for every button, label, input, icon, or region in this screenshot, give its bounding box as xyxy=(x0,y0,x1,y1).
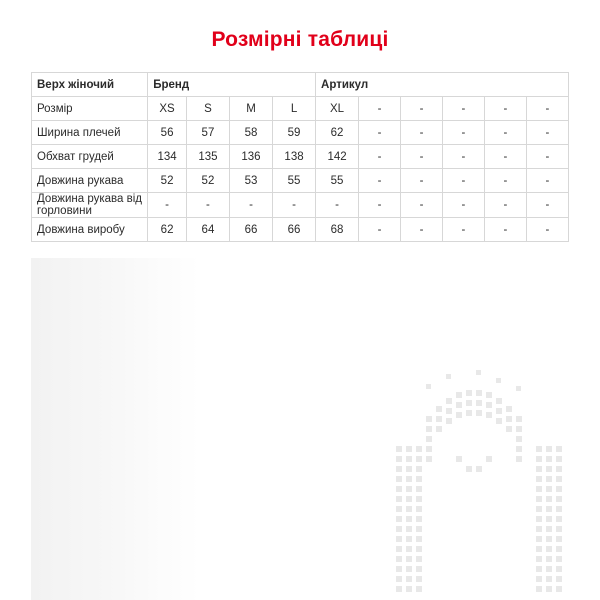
cell-value: L xyxy=(273,97,316,121)
table-row xyxy=(32,169,569,193)
embroidery-ornament-icon xyxy=(382,360,582,600)
row-label: Ширина плечей xyxy=(32,121,148,145)
cell-value: - xyxy=(526,193,568,218)
cell-value: - xyxy=(484,169,526,193)
cell-value: - xyxy=(359,145,401,169)
table-header-row xyxy=(32,73,569,97)
header-category: Верх жіночий xyxy=(32,73,148,97)
cell-value: - xyxy=(484,97,526,121)
figure-background xyxy=(31,258,199,600)
cell-value: 55 xyxy=(273,169,316,193)
cell-value: - xyxy=(442,97,484,121)
cell-value: - xyxy=(401,97,443,121)
cell-value: - xyxy=(359,218,401,242)
cell-value: 142 xyxy=(316,145,359,169)
cell-value: 66 xyxy=(273,218,316,242)
cell-value: 62 xyxy=(148,218,187,242)
cell-value: - xyxy=(484,121,526,145)
cell-value: 68 xyxy=(316,218,359,242)
cell-value: - xyxy=(229,193,272,218)
cell-value: 52 xyxy=(148,169,187,193)
cell-value: - xyxy=(401,169,443,193)
cell-value: - xyxy=(316,193,359,218)
cell-value: - xyxy=(359,97,401,121)
cell-value: M xyxy=(229,97,272,121)
cell-value: - xyxy=(484,145,526,169)
cell-value: - xyxy=(359,193,401,218)
cell-value: 66 xyxy=(229,218,272,242)
cell-value: S xyxy=(186,97,229,121)
cell-value: - xyxy=(484,218,526,242)
cell-value: - xyxy=(526,97,568,121)
cell-value: 138 xyxy=(273,145,316,169)
page-title: Розмірні таблиці xyxy=(211,28,389,51)
cell-value: 55 xyxy=(316,169,359,193)
cell-value: - xyxy=(401,121,443,145)
cell-value: - xyxy=(484,193,526,218)
row-label: Довжина рукава xyxy=(32,169,148,193)
cell-value: - xyxy=(442,145,484,169)
cell-value: 52 xyxy=(186,169,229,193)
mannequin-figure xyxy=(31,258,231,600)
cell-value: - xyxy=(526,121,568,145)
cell-value: - xyxy=(148,193,187,218)
header-brand: Бренд xyxy=(148,73,316,97)
row-label: Розмір xyxy=(32,97,148,121)
cell-value: 135 xyxy=(186,145,229,169)
table-row xyxy=(32,145,569,169)
cell-value: - xyxy=(186,193,229,218)
row-label: Обхват грудей xyxy=(32,145,148,169)
cell-value: 53 xyxy=(229,169,272,193)
cell-value: - xyxy=(359,121,401,145)
cell-value: - xyxy=(442,193,484,218)
cell-value: - xyxy=(526,145,568,169)
cell-value: XS xyxy=(148,97,187,121)
cell-value: - xyxy=(526,218,568,242)
table-row xyxy=(32,97,569,121)
cell-value: XL xyxy=(316,97,359,121)
table-row xyxy=(32,218,569,242)
table-row xyxy=(32,121,569,145)
cell-value: - xyxy=(442,169,484,193)
cell-value: - xyxy=(401,193,443,218)
cell-value: 56 xyxy=(148,121,187,145)
cell-value: - xyxy=(526,169,568,193)
cell-value: 58 xyxy=(229,121,272,145)
cell-value: 57 xyxy=(186,121,229,145)
cell-value: 134 xyxy=(148,145,187,169)
row-label: Довжина виробу xyxy=(32,218,148,242)
cell-value: 62 xyxy=(316,121,359,145)
header-article: Артикул xyxy=(316,73,569,97)
cell-value: - xyxy=(442,121,484,145)
cell-value: - xyxy=(359,169,401,193)
row-label: Довжина рукава від горловини xyxy=(32,193,148,218)
cell-value: - xyxy=(442,218,484,242)
size-table xyxy=(31,72,569,242)
size-table-container xyxy=(31,72,569,242)
cell-value: 136 xyxy=(229,145,272,169)
cell-value: - xyxy=(401,218,443,242)
cell-value: 59 xyxy=(273,121,316,145)
cell-value: 64 xyxy=(186,218,229,242)
table-row xyxy=(32,193,569,218)
cell-value: - xyxy=(401,145,443,169)
cell-value: - xyxy=(273,193,316,218)
